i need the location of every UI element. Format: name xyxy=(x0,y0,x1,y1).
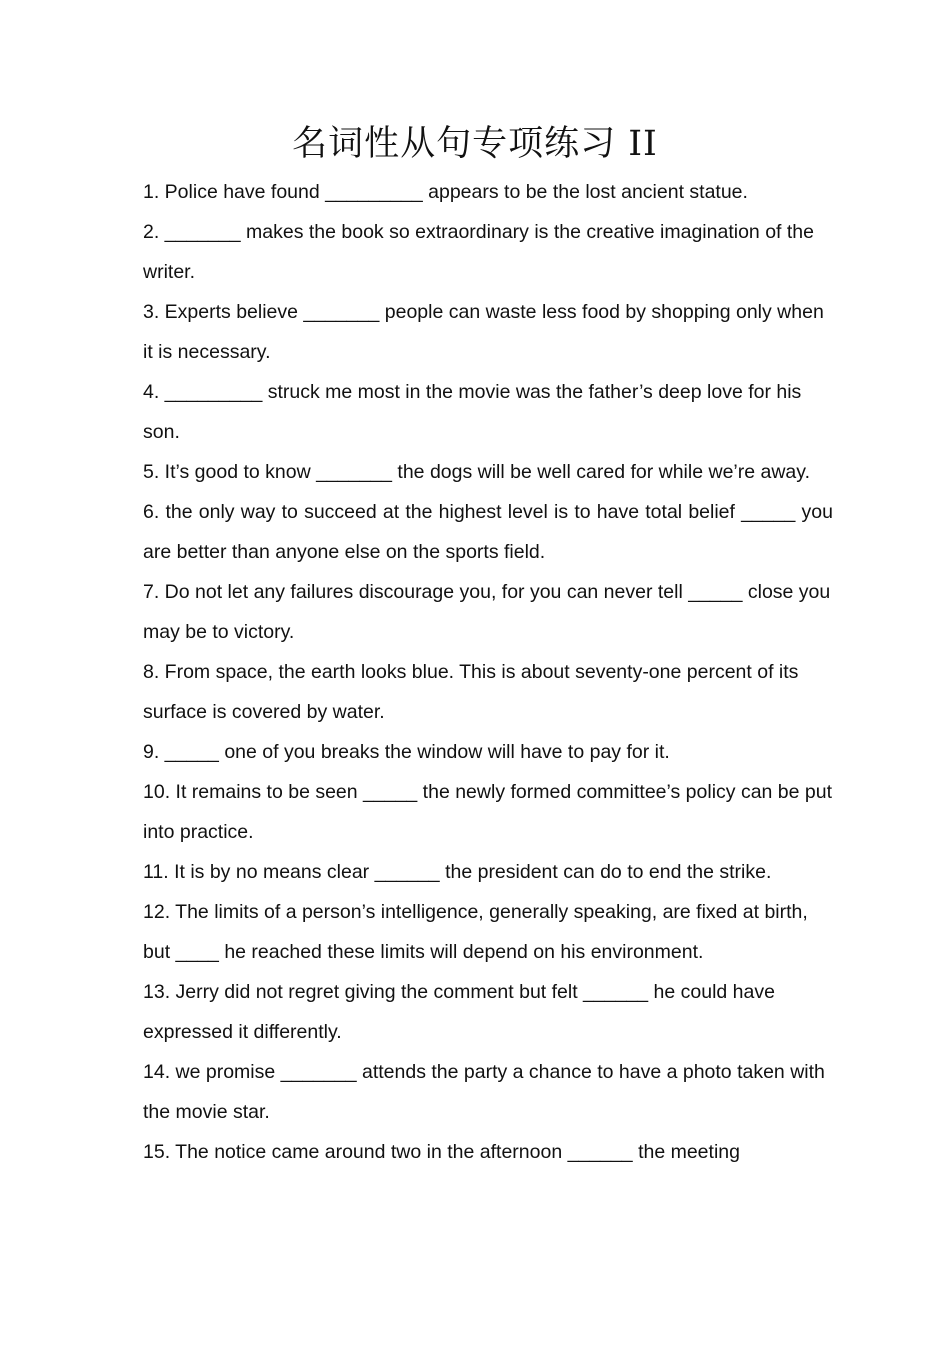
question-list xyxy=(143,172,833,1172)
page-title: 名词性从句专项练习 II xyxy=(292,124,658,164)
question-4: 4. _________ struck me most in the movie was the father’s deep love for his son. xyxy=(143,381,802,443)
question-14: 14. we promise _______ attends the party a chance to have a photo taken with the movie star. xyxy=(143,1061,825,1123)
question-1: 1. Police have found _________ appears to be the lost ancient statue. xyxy=(143,181,748,203)
question-8: 8. From space, the earth looks blue. This is about seventy-one percent of its surface is covered by water. xyxy=(143,661,799,723)
question-12: 12. The limits of a person’s intelligence, generally speaking, are fixed at birth, but ____ he reached these limits will depend on his environment. xyxy=(143,901,808,963)
question-5: 5. It’s good to know _______ the dogs will be well cared for while we’re away. xyxy=(143,461,810,483)
question-15: 15. The notice came around two in the afternoon ______ the meeting xyxy=(143,1141,740,1163)
question-11: 11. It is by no means clear ______ the president can do to end the strike. xyxy=(143,861,772,883)
question-2: 2. _______ makes the book so extraordinary is the creative imagination of the writer. xyxy=(143,221,814,283)
question-7: 7. Do not let any failures discourage you, for you can never tell _____ close you may be to victory. xyxy=(143,581,831,643)
question-6: 6. the only way to succeed at the highest level is to have total belief _____ you are better than anyone else on the sports field. xyxy=(143,501,833,563)
question-13: 13. Jerry did not regret giving the comment but felt ______ he could have expressed it differently. xyxy=(143,981,775,1043)
question-10: 10. It remains to be seen _____ the newly formed committee’s policy can be put into practice. xyxy=(143,781,833,843)
question-3: 3. Experts believe _______ people can waste less food by shopping only when it is necessary. xyxy=(143,301,824,363)
question-9: 9. _____ one of you breaks the window will have to pay for it. xyxy=(143,741,670,763)
